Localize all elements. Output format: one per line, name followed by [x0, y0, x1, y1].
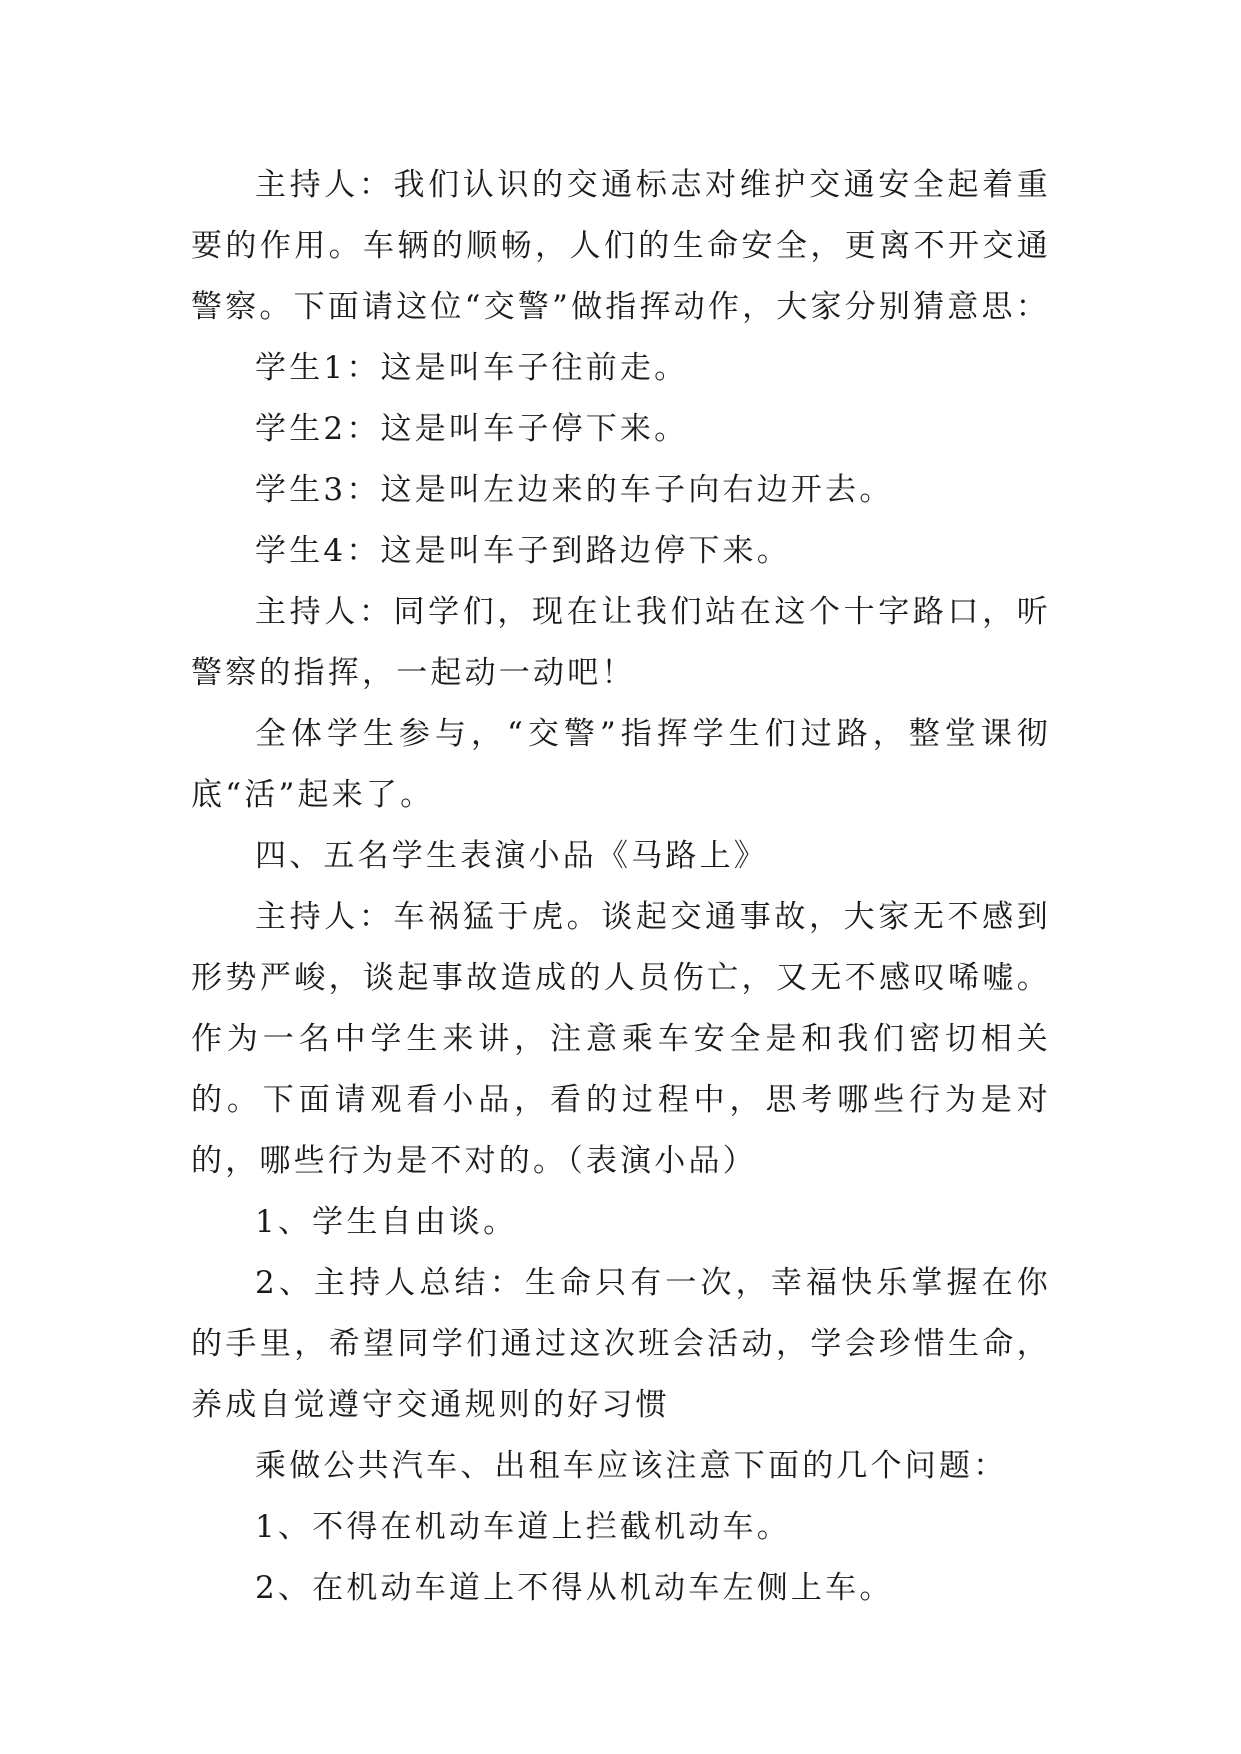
paragraph-student-4: 学生4：这是叫车子到路边停下来。 — [255, 533, 791, 569]
paragraph-all-students: 全体学生参与，“交警”指挥学生们过路，整堂课彻底“活”起来了。 — [191, 716, 1051, 813]
list-item-free-talk: 1、学生自由谈。 — [255, 1204, 518, 1240]
list-item-rule-2: 2、在机动车道上不得从机动车左侧上车。 — [255, 1570, 894, 1606]
paragraph-host-accidents: 主持人：车祸猛于虎。谈起交通事故，大家无不感到形势严峻，谈起事故造成的人员伤亡，又无不感叹唏嘘。作为一名中学生来讲，注意乘车安全是和我们密切相关的。下面请观看小品，看的过程中，思考哪些行为是对的，哪些行为是不对的。（表演小品） — [191, 899, 1051, 1179]
document-body — [191, 155, 1051, 1619]
paragraph-host-crossroad: 主持人：同学们，现在让我们站在这个十字路口，听警察的指挥，一起动一动吧！ — [191, 594, 1051, 691]
paragraph-host-intro: 主持人：我们认识的交通标志对维护交通安全起着重要的作用。车辆的顺畅，人们的生命安全，更离不开交通警察。下面请这位“交警”做指挥动作，大家分别猜意思： — [191, 167, 1051, 325]
list-item-rule-1: 1、不得在机动车道上拦截机动车。 — [255, 1509, 791, 1545]
list-item-host-summary: 2、主持人总结：生命只有一次，幸福快乐掌握在你的手里，希望同学们通过这次班会活动，学会珍惜生命，养成自觉遵守交通规则的好习惯 — [191, 1265, 1051, 1423]
paragraph-bus-taxi-notes: 乘做公共汽车、出租车应该注意下面的几个问题： — [255, 1448, 1008, 1484]
paragraph-student-1: 学生1：这是叫车子往前走。 — [255, 350, 689, 386]
paragraph-student-2: 学生2：这是叫车子停下来。 — [255, 411, 689, 447]
paragraph-student-3: 学生3：这是叫左边来的车子向右边开去。 — [255, 472, 894, 508]
section-heading-skit: 四、五名学生表演小品《马路上》 — [255, 838, 768, 874]
